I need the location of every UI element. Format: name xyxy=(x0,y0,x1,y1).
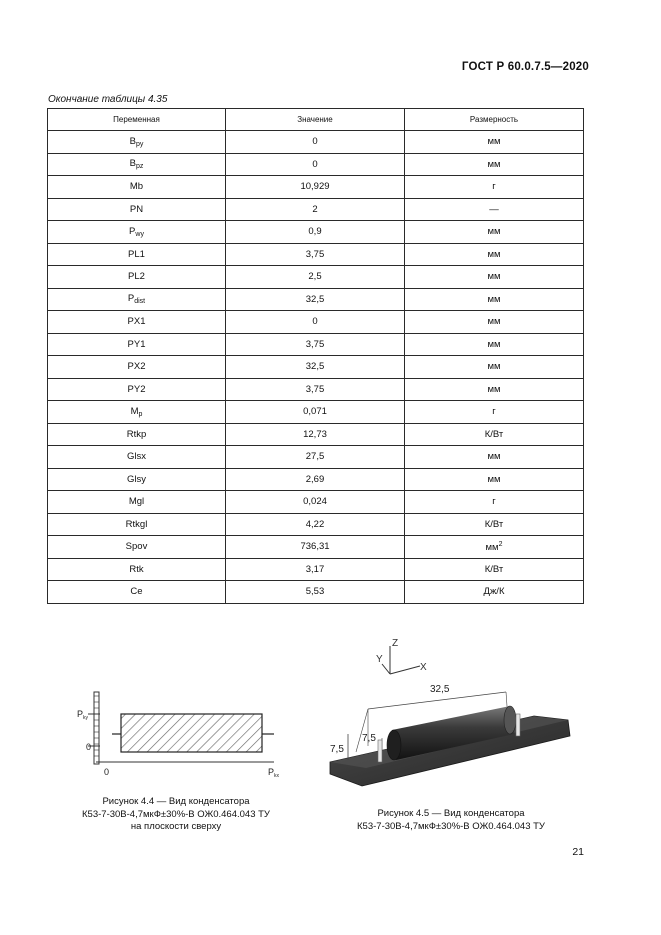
cell-value: 0 xyxy=(226,311,405,334)
cell-unit: мм xyxy=(405,311,584,334)
figure-4-5-drawing xyxy=(326,634,576,794)
table-row xyxy=(48,513,584,536)
table-row xyxy=(48,153,584,176)
cell-unit: мм xyxy=(405,378,584,401)
figure-4-4-caption-line-1: Рисунок 4.4 — Вид конденсатора xyxy=(102,796,250,807)
cell-unit: мм xyxy=(405,243,584,266)
cell-unit: мм xyxy=(405,356,584,379)
cell-unit: К/Вт xyxy=(405,558,584,581)
capacitor-body-top-view xyxy=(121,714,262,752)
figure-4-4-caption-line-2: К53-7-30В-4,7мкФ±30%-В ОЖ0.464.043 ТУ xyxy=(82,808,270,820)
column-header-value: Значение xyxy=(226,109,405,131)
cell-unit: $мм^2$ xyxy=(405,536,584,559)
cell-value: 3,75 xyxy=(226,333,405,356)
table-row xyxy=(48,131,584,154)
cell-variable: Mgl xyxy=(48,491,226,514)
cell-value: 736,31 xyxy=(226,536,405,559)
page-number: 21 xyxy=(572,846,584,858)
cell-value: 2 xyxy=(226,198,405,221)
table-body xyxy=(48,131,584,604)
cell-unit: К/Вт xyxy=(405,513,584,536)
cell-variable: PN xyxy=(48,198,226,221)
cell-unit: мм xyxy=(405,288,584,311)
figure-4-4-caption-line-3: на плоскости сверху xyxy=(130,821,222,832)
figure-4-4-drawing xyxy=(74,686,296,782)
cell-unit: — xyxy=(405,198,584,221)
column-header-unit: Размерность xyxy=(405,109,584,131)
table-row xyxy=(48,446,584,469)
cell-variable: PY2 xyxy=(48,378,226,401)
table-row xyxy=(48,468,584,491)
cell-value: 3,75 xyxy=(226,378,405,401)
label-p-kx: $P_{kx}$ xyxy=(268,767,280,779)
cell-variable: Rtkp xyxy=(48,423,226,446)
table-row xyxy=(48,311,584,334)
cell-value: 12,73 xyxy=(226,423,405,446)
table-row xyxy=(48,423,584,446)
table-row xyxy=(48,176,584,199)
cell-value: 0,9 xyxy=(226,221,405,244)
standard-code: ГОСТ Р 60.0.7.5—2020 xyxy=(461,61,589,73)
cell-variable: Glsy xyxy=(48,468,226,491)
cell-unit: мм xyxy=(405,131,584,154)
cell-value: 4,22 xyxy=(226,513,405,536)
cell-variable: $M_p$ xyxy=(48,401,226,424)
cell-unit: мм xyxy=(405,333,584,356)
variables-table xyxy=(47,108,584,604)
table-row xyxy=(48,558,584,581)
cell-unit: г xyxy=(405,491,584,514)
cell-value: 10,929 xyxy=(226,176,405,199)
figure-4-4-caption xyxy=(64,796,288,834)
cell-variable: Mb xyxy=(48,176,226,199)
cell-variable: Rtkgl xyxy=(48,513,226,536)
figure-4-5-caption-line-2: К53-7-30В-4,7мкФ±30%-В ОЖ0.464.043 ТУ xyxy=(357,820,545,832)
table-caption: Окончание таблицы 4.35 xyxy=(48,94,168,105)
cell-unit: мм xyxy=(405,221,584,244)
cell-value: 32,5 xyxy=(226,288,405,311)
table-row xyxy=(48,581,584,604)
cell-value: 0 xyxy=(226,131,405,154)
table-row xyxy=(48,378,584,401)
table-row xyxy=(48,536,584,559)
table-row xyxy=(48,356,584,379)
table-row xyxy=(48,266,584,289)
cell-variable: Rtk xyxy=(48,558,226,581)
cell-variable: PL1 xyxy=(48,243,226,266)
label-origin-y: 0 xyxy=(86,742,92,752)
table-row xyxy=(48,221,584,244)
figure-4-5-caption-line-1: Рисунок 4.5 — Вид конденсатора xyxy=(377,808,525,819)
cell-variable: Ce xyxy=(48,581,226,604)
cell-value: 2,69 xyxy=(226,468,405,491)
cell-unit: г xyxy=(405,176,584,199)
cell-variable: $P_{wy}$ xyxy=(48,221,226,244)
table-row xyxy=(48,198,584,221)
cell-unit: Дж/К xyxy=(405,581,584,604)
cell-variable: PX2 xyxy=(48,356,226,379)
cell-value: 2,5 xyxy=(226,266,405,289)
cell-value: 0,024 xyxy=(226,491,405,514)
axis-y-label: Y xyxy=(376,654,383,665)
table-row xyxy=(48,333,584,356)
cell-variable: Glsx xyxy=(48,446,226,469)
cell-unit: мм xyxy=(405,153,584,176)
cell-unit: мм xyxy=(405,468,584,491)
table-header-row xyxy=(48,109,584,131)
cell-variable: PL2 xyxy=(48,266,226,289)
cell-unit: г xyxy=(405,401,584,424)
dimension-length-label: 32,5 xyxy=(430,684,450,695)
cell-value: 3,75 xyxy=(226,243,405,266)
dimension-height-label-b: 7,5 xyxy=(362,733,376,744)
figure-4-5-caption xyxy=(336,808,566,833)
axis-z-label: Z xyxy=(392,638,399,649)
cell-variable: $P_{dist}$ xyxy=(48,288,226,311)
table-row xyxy=(48,401,584,424)
table-row xyxy=(48,491,584,514)
cell-unit: мм xyxy=(405,266,584,289)
table-row xyxy=(48,288,584,311)
y-axis-ruler xyxy=(94,692,99,764)
cell-variable: $B_{pz}$ xyxy=(48,153,226,176)
table-row xyxy=(48,243,584,266)
cell-unit: мм xyxy=(405,446,584,469)
cell-value: 0 xyxy=(226,153,405,176)
cell-value: 3,17 xyxy=(226,558,405,581)
axis-x-label: X xyxy=(420,662,427,673)
column-header-variable: Переменная xyxy=(48,109,226,131)
cell-value: 5,53 xyxy=(226,581,405,604)
label-origin: 0 xyxy=(104,767,110,777)
coordinate-axes xyxy=(376,638,427,674)
cell-variable: PY1 xyxy=(48,333,226,356)
cell-variable: Spov xyxy=(48,536,226,559)
cell-value: 0,071 xyxy=(226,401,405,424)
cell-value: 32,5 xyxy=(226,356,405,379)
label-p-ky: $P_{ky}$ xyxy=(77,709,89,721)
cell-variable: PX1 xyxy=(48,311,226,334)
cell-variable: $B_{py}$ xyxy=(48,131,226,154)
cell-value: 27,5 xyxy=(226,446,405,469)
dimension-height-label-a: 7,5 xyxy=(330,744,344,755)
cell-unit: К/Вт xyxy=(405,423,584,446)
